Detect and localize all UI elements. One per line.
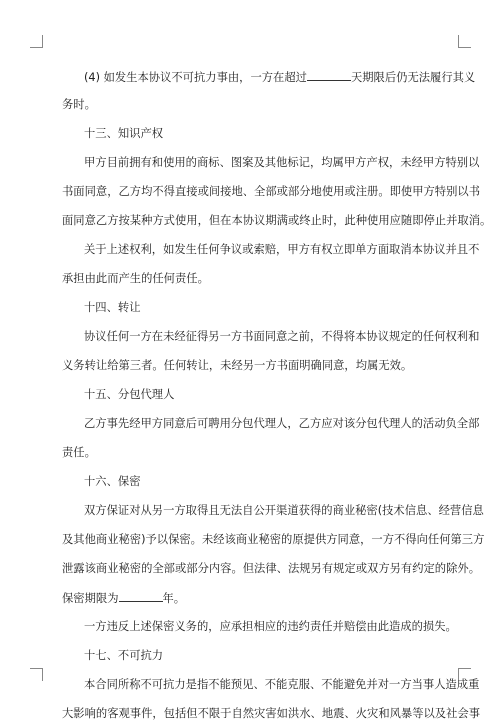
paragraph-line xyxy=(62,533,484,547)
line-text: 务时。 xyxy=(62,98,96,111)
line-text: 关于上述权利，如发生任何争议或索赔，甲方有权立即单方面取消本协议并且不 xyxy=(84,243,480,256)
paragraph-line xyxy=(84,330,479,344)
line-text: 本合同所称不可抗力是指不能预见、不能克服、不能避免并对一方当事人造成重 xyxy=(84,678,480,691)
line-text: 甲方目前拥有和使用的商标、图案及其他标记，均属甲方产权，未经甲方特别以 xyxy=(84,156,480,169)
line-text: 乙方事先经甲方同意后可聘用分包代理人，乙方应对该分包代理人的活动负全部 xyxy=(84,417,480,430)
line-text: 保密期限为 xyxy=(62,592,119,605)
paragraph-line xyxy=(62,98,96,112)
paragraph-line xyxy=(62,185,480,199)
paragraph-line xyxy=(84,678,479,692)
fill-blank xyxy=(119,591,163,602)
section-heading xyxy=(84,475,141,489)
line-text: 协议任何一方在未经征得另一方书面同意之前，不得将本协议规定的任何权利和 xyxy=(84,330,480,343)
paragraph-line xyxy=(84,620,457,634)
line-text: 泄露该商业秘密的全部或部分内容。但法律、法规另有规定或双方另有约定的除外。 xyxy=(62,562,480,575)
line-text-tail: 天期限后仍无法履行其义 xyxy=(350,71,476,84)
paragraph-line xyxy=(84,156,479,170)
paragraph-line xyxy=(62,359,412,373)
paragraph-line xyxy=(62,214,491,228)
line-text: 及其他商业秘密)予以保密。未经该商业秘密的原提供方同意，一方不得向任何第三方 xyxy=(62,533,485,546)
line-text: 一方违反上述保密义务的，应承担相应的违约责任并赔偿由此造成的损失。 xyxy=(84,620,457,633)
heading-text: 十六、保密 xyxy=(84,475,141,488)
crop-mark-top-right xyxy=(458,35,471,48)
line-text: 双方保证对从另一方取得且无法自公开渠道获得的商业秘密(技术信息、经营信息 xyxy=(84,504,484,517)
section-heading xyxy=(84,127,163,141)
paragraph-line xyxy=(84,70,475,85)
line-text: 面同意乙方按某种方式使用，但在本协议期满或终止时，此种使用应随即停止并取消。 xyxy=(62,214,492,227)
section-heading xyxy=(84,301,141,315)
heading-text: 十四、转让 xyxy=(84,301,141,314)
line-text: 承担由此而产生的任何责任。 xyxy=(62,272,209,285)
section-heading xyxy=(84,388,174,402)
paragraph-line xyxy=(62,272,209,286)
line-text-tail: 年。 xyxy=(162,592,186,605)
heading-text: 十三、知识产权 xyxy=(84,127,164,140)
line-text: 书面同意，乙方均不得直接或间接地、全部或部分地使用或注册。即使甲方特别以书 xyxy=(62,185,480,198)
paragraph-line xyxy=(62,591,185,606)
paragraph-line xyxy=(62,707,480,721)
line-text: 大影响的客观事件，包括但不限于自然灾害如洪水、地震、火灾和风暴等以及社会事 xyxy=(62,707,480,720)
crop-mark-bottom-left xyxy=(30,668,43,681)
paragraph-line xyxy=(84,504,484,518)
line-text: 义务转让给第三者。任何转让，未经另一方书面明确同意，均属无效。 xyxy=(62,359,413,372)
paragraph-line xyxy=(62,562,480,576)
crop-mark-top-left xyxy=(30,35,43,48)
line-text: 责任。 xyxy=(62,446,96,459)
paragraph-line xyxy=(62,446,96,460)
paragraph-line xyxy=(84,417,479,431)
heading-text: 十七、不可抗力 xyxy=(84,649,164,662)
section-heading xyxy=(84,649,163,663)
fill-blank xyxy=(307,70,351,81)
paragraph-line xyxy=(84,243,479,257)
heading-text: 十五、分包代理人 xyxy=(84,388,175,401)
line-text: (4) 如发生本协议不可抗力事由，一方在超过 xyxy=(84,71,307,84)
